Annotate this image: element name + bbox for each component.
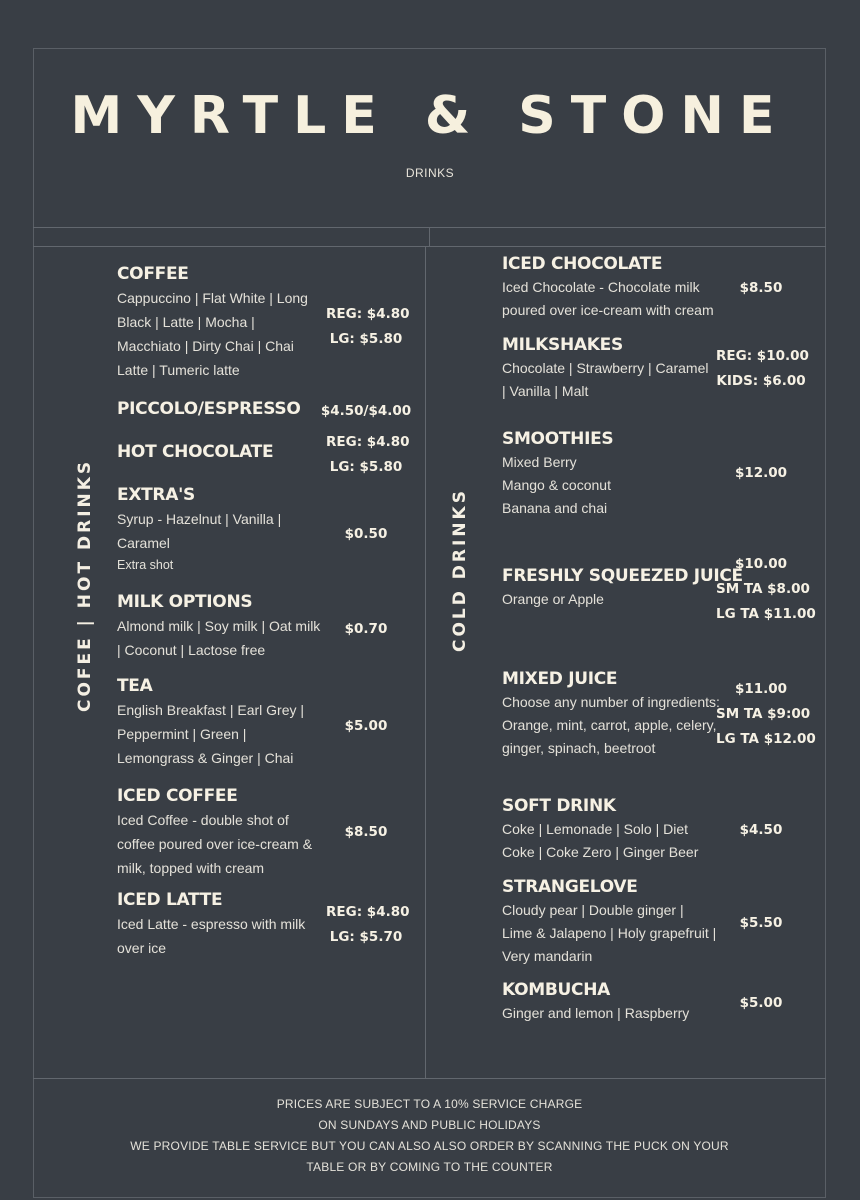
- item-name: EXTRA'S: [117, 485, 195, 505]
- menu-item-freshly-squeezed-juice: [502, 566, 743, 611]
- item-description: Iced Chocolate - Chocolate milk poured over ice-cream with cream: [502, 279, 714, 318]
- menu-item-kombucha: [502, 980, 717, 1025]
- item-description: Choose any number of ingredients: Orange, mint, carrot, apple, celery, ginger, spinach, beetroot: [502, 694, 720, 756]
- item-price: [326, 617, 406, 642]
- menu-item-mixed-juice: [502, 669, 720, 760]
- divider: [33, 1078, 826, 1079]
- price-large-takeaway: LG TA $12.00: [716, 731, 816, 747]
- menu-item-strangelove: [502, 877, 717, 968]
- item-price: [720, 818, 802, 843]
- item-name: HOT CHOCOLATE: [117, 442, 274, 462]
- item-name: ICED LATTE: [117, 890, 223, 910]
- item-description: Orange or Apple: [502, 591, 604, 607]
- price-regular: REG: $4.80: [326, 904, 410, 920]
- price-small-takeaway: SM TA $9:00: [716, 706, 811, 722]
- item-price: [326, 522, 406, 547]
- item-name: SOFT DRINK: [502, 796, 616, 816]
- item-description: Chocolate | Strawberry | Caramel | Vanilla | Malt: [502, 360, 709, 399]
- item-description: [502, 451, 714, 520]
- price: $0.70: [344, 621, 388, 637]
- item-price: [326, 900, 410, 950]
- item-description: Ginger and lemon | Raspberry: [502, 1005, 690, 1021]
- price: $4.50: [739, 822, 783, 838]
- item-name: FRESHLY SQUEEZED JUICE: [502, 566, 743, 586]
- item-price: [320, 399, 412, 424]
- price: $10.00: [734, 556, 788, 572]
- item-name: TEA: [117, 676, 153, 696]
- item-name: SMOOTHIES: [502, 429, 614, 449]
- item-price: [326, 714, 406, 739]
- item-description: Iced Latte - espresso with milk over ice: [117, 916, 306, 956]
- item-price: [716, 552, 816, 627]
- footer-line: TABLE OR BY COMING TO THE COUNTER: [306, 1160, 553, 1174]
- menu-item-iced-latte: [117, 890, 317, 960]
- price-large: LG: $5.80: [329, 331, 403, 347]
- item-price: [720, 991, 802, 1016]
- item-name: ICED CHOCOLATE: [502, 254, 663, 274]
- item-price: [720, 276, 802, 301]
- price-regular: REG: $4.80: [326, 434, 410, 450]
- menu-item-milk-options: [117, 592, 322, 662]
- footer-notice: [33, 1094, 826, 1178]
- page-subtitle: DRINKS: [405, 166, 455, 180]
- smoothie-option: Banana and chai: [502, 500, 608, 516]
- item-price: [326, 820, 406, 845]
- item-description: English Breakfast | Earl Grey | Peppermint | Green | Lemongrass & Ginger | Chai: [117, 702, 305, 766]
- price-large-takeaway: LG TA $11.00: [716, 606, 816, 622]
- price: $5.50: [739, 915, 783, 931]
- smoothie-option: Mango & coconut: [502, 477, 611, 493]
- item-name: PICCOLO/ESPRESSO: [117, 399, 301, 419]
- column-divider: [425, 246, 426, 1078]
- section-label-cold: COLD DRINKS: [450, 488, 470, 652]
- menu-item-tea: [117, 676, 322, 770]
- smoothie-option: Mixed Berry: [502, 454, 577, 470]
- menu-item-milkshakes: [502, 335, 714, 403]
- price-regular: REG: $4.80: [326, 306, 410, 322]
- item-description: Cloudy pear | Double ginger | Lime & Jalapeno | Holy grapefruit | Very mandarin: [502, 902, 717, 964]
- item-note: Extra shot: [117, 558, 174, 572]
- menu-item-smoothies: [502, 429, 714, 520]
- menu-item-piccolo-espresso: [117, 399, 300, 419]
- menu-item-coffee: [117, 264, 317, 382]
- price-large: LG: $5.70: [329, 929, 403, 945]
- menu-item-hot-chocolate: [117, 442, 273, 462]
- footer-line: PRICES ARE SUBJECT TO A 10% SERVICE CHARGE: [276, 1097, 583, 1111]
- price-large: LG: $5.80: [329, 459, 403, 475]
- menu-item-iced-coffee: [117, 786, 317, 880]
- item-description: Syrup - Hazelnut | Vanilla | Caramel: [117, 511, 282, 551]
- price: $5.00: [344, 718, 388, 734]
- item-price: [716, 677, 816, 752]
- item-name: MILKSHAKES: [502, 335, 623, 355]
- price: $0.50: [344, 526, 388, 542]
- footer-line: ON SUNDAYS AND PUBLIC HOLIDAYS: [318, 1118, 541, 1132]
- price: $4.50/$4.00: [320, 403, 412, 419]
- price: $8.50: [739, 280, 783, 296]
- price: $12.00: [734, 465, 788, 481]
- price-small-takeaway: SM TA $8.00: [716, 581, 810, 597]
- price-regular: REG: $10.00: [716, 348, 809, 364]
- item-name: KOMBUCHA: [502, 980, 611, 1000]
- price-kids: KIDS: $6.00: [716, 373, 806, 389]
- item-description: Almond milk | Soy milk | Oat milk | Coconut | Lactose free: [117, 618, 321, 658]
- price: $8.50: [344, 824, 388, 840]
- item-price: [720, 911, 802, 936]
- menu-item-soft-drink: [502, 796, 720, 864]
- footer-line: WE PROVIDE TABLE SERVICE BUT YOU CAN ALSO ALSO ORDER BY SCANNING THE PUCK ON YOUR: [130, 1139, 729, 1153]
- item-name: ICED COFFEE: [117, 786, 238, 806]
- item-description: Coke | Lemonade | Solo | Diet Coke | Coke Zero | Ginger Beer: [502, 821, 699, 860]
- menu-item-extras: [117, 485, 287, 575]
- item-name: MIXED JUICE: [502, 669, 618, 689]
- column-divider: [429, 227, 430, 247]
- item-price: [720, 461, 802, 486]
- item-name: STRANGELOVE: [502, 877, 638, 897]
- item-price: [716, 344, 809, 394]
- price: $11.00: [734, 681, 788, 697]
- item-description: Cappuccino | Flat White | Long Black | Latte | Mocha | Macchiato | Dirty Chai | Chai Latte | Tumeric latte: [117, 290, 308, 378]
- section-label-hot: COFEE | HOT DRINKS: [75, 458, 95, 712]
- item-description: Iced Coffee - double shot of coffee poured over ice-cream & milk, topped with cream: [117, 812, 313, 876]
- menu-item-iced-chocolate: [502, 254, 714, 322]
- page-title: MYRTLE & STONE: [70, 86, 790, 146]
- item-price: [326, 430, 410, 480]
- item-name: MILK OPTIONS: [117, 592, 253, 612]
- item-price: [326, 302, 410, 352]
- item-name: COFFEE: [117, 264, 189, 284]
- price: $5.00: [739, 995, 783, 1011]
